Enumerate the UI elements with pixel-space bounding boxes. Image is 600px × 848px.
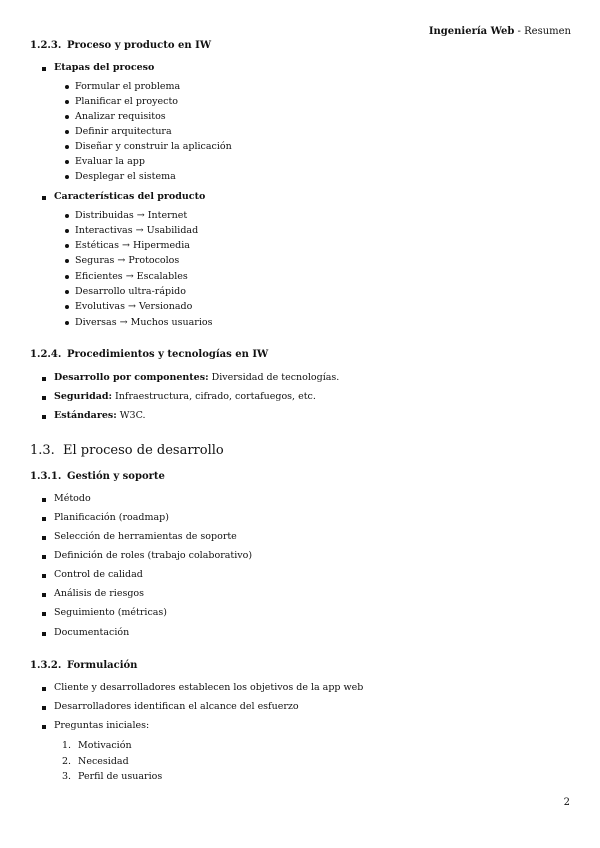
list-item: Desarrollo por componentes: Diversidad de tecnologías. [42,372,339,383]
list-item: Definición de roles (trabajo colaborativo) [42,550,252,561]
enumerated-item: 2. Necesidad [62,756,129,767]
list-item: Evolutivas → Versionado [64,301,192,312]
list-item: Método [42,493,91,504]
list-item: Interactivas → Usabilidad [64,225,198,236]
list-item: Cliente y desarrolladores establecen los objetivos de la app web [42,682,363,693]
list-item: Estándares: W3C. [42,410,146,421]
section-title: El proceso de desarrollo [63,443,224,458]
list-item: Formular el problema [64,81,180,92]
list-item: Seguras → Protocolos [64,255,179,266]
section-title: Formulación [67,660,138,671]
list-item: Eficientes → Escalables [64,271,188,282]
section-1-3-2-heading [30,660,137,671]
enumerated-item: 3. Perfil de usuarios [62,771,163,782]
list-item: Seguimiento (métricas) [42,607,167,618]
section-number: 1.3. [30,443,55,458]
list-item: Distribuidas → Internet [64,210,187,221]
section-title: Procedimientos y tecnologías en IW [67,349,269,360]
section-number: 1.3.2. [30,660,62,671]
section-1-2-3-heading [30,40,211,51]
list-item: Desarrolladores identifican el alcance del esfuerzo [42,701,299,712]
list-item: Diseñar y construir la aplicación [64,141,232,152]
list-item: Documentación [42,627,129,638]
list-item: Preguntas iniciales: [42,720,149,731]
list-item: Desplegar el sistema [64,171,176,182]
list-item-caracteristicas: Características del producto [42,191,205,202]
section-number: 1.3.1. [30,471,62,482]
section-1-2-4-heading [30,349,268,360]
list-item: Seguridad: Infraestructura, cifrado, cortafuegos, etc. [42,391,316,402]
list-item: Desarrollo ultra-rápido [64,286,186,297]
running-header [429,26,571,37]
list-item: Control de calidad [42,569,143,580]
section-title: Gestión y soporte [67,471,165,482]
section-1-3-1-heading [30,471,165,482]
list-item: Analizar requisitos [64,111,166,122]
page-number: 2 [563,797,570,808]
list-item: Análisis de riesgos [42,588,144,599]
section-number: 1.2.3. [30,40,62,51]
header-separator: - [514,26,525,37]
header-title: Ingeniería Web [428,26,515,37]
enumerated-item: 1. Motivación [62,740,132,751]
list-item: Diversas → Muchos usuarios [64,317,212,328]
list-item: Definir arquitectura [64,126,172,137]
section-number: 1.2.4. [30,349,62,360]
list-item: Planificación (roadmap) [42,512,169,523]
list-item: Evaluar la app [64,156,145,167]
list-item: Selección de herramientas de soporte [42,531,237,542]
list-item-etapas: Etapas del proceso [42,62,154,73]
header-subtitle: Resumen [524,26,571,37]
list-item: Estéticas → Hipermedia [64,240,190,251]
list-item: Planificar el proyecto [64,96,178,107]
section-1-3-heading [30,443,224,458]
section-title: Proceso y producto en IW [67,40,212,51]
